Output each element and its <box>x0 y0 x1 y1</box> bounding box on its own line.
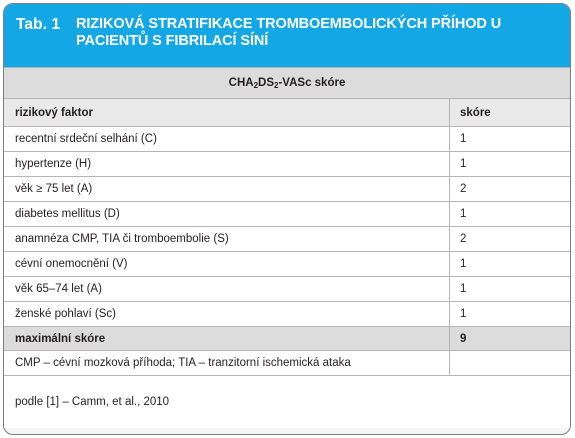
factor-cell: recentní srdeční selhání (C) <box>4 127 450 151</box>
abbreviation-note-empty-cell <box>450 351 570 375</box>
factor-cell: anamnéza CMP, TIA či tromboembolie (S) <box>4 227 450 251</box>
factor-cell: diabetes mellitus (D) <box>4 202 450 226</box>
max-score-label: maximální skóre <box>4 327 450 350</box>
score-cell: 1 <box>460 283 467 295</box>
score-table <box>4 67 570 376</box>
table-header <box>4 4 570 67</box>
table-row <box>4 277 570 302</box>
table-row <box>4 302 570 327</box>
abbreviation-note: CMP – cévní mozková příhoda; TIA – tranzitorní ischemická ataka <box>4 351 450 375</box>
table-card <box>3 3 571 435</box>
score-cell: 1 <box>460 208 467 220</box>
factor-cell: ženské pohlaví (Sc) <box>4 302 450 326</box>
column-header-factor: rizikový faktor <box>4 99 450 126</box>
factor-cell: věk ≥ 75 let (A) <box>4 177 450 201</box>
score-cell: 1 <box>460 258 467 270</box>
table-row <box>4 152 570 177</box>
factor-cell: hypertenze (H) <box>4 152 450 176</box>
factor-cell: cévní onemocnění (V) <box>4 252 450 276</box>
table-row <box>4 227 570 252</box>
table-row <box>4 127 570 152</box>
table-row <box>4 177 570 202</box>
table-number: Tab. 1 <box>16 16 61 33</box>
column-header-score: skóre <box>460 106 491 119</box>
abbreviation-note-row <box>4 351 570 376</box>
score-cell: 2 <box>460 183 467 195</box>
score-name: $CHA_2DS_2$-VASc skóre <box>228 76 346 90</box>
table-row <box>4 252 570 277</box>
max-score-row <box>4 327 570 351</box>
factor-cell: věk 65–74 let (A) <box>4 277 450 301</box>
score-cell: 2 <box>460 233 467 245</box>
max-score-value: 9 <box>460 332 467 345</box>
column-header-row <box>4 99 570 127</box>
source-note: podle [1] – Camm, et al., 2010 <box>4 376 570 428</box>
score-cell: 1 <box>460 308 467 320</box>
score-name-row <box>4 67 570 99</box>
table-row <box>4 202 570 227</box>
table-title: RIZIKOVÁ STRATIFIKACE TROMBOEMBOLICKÝCH PŘÍHOD U PACIENTŮ S FIBRILACÍ SÍNÍ <box>76 16 502 49</box>
score-cell: 1 <box>460 133 467 145</box>
score-cell: 1 <box>460 158 467 170</box>
